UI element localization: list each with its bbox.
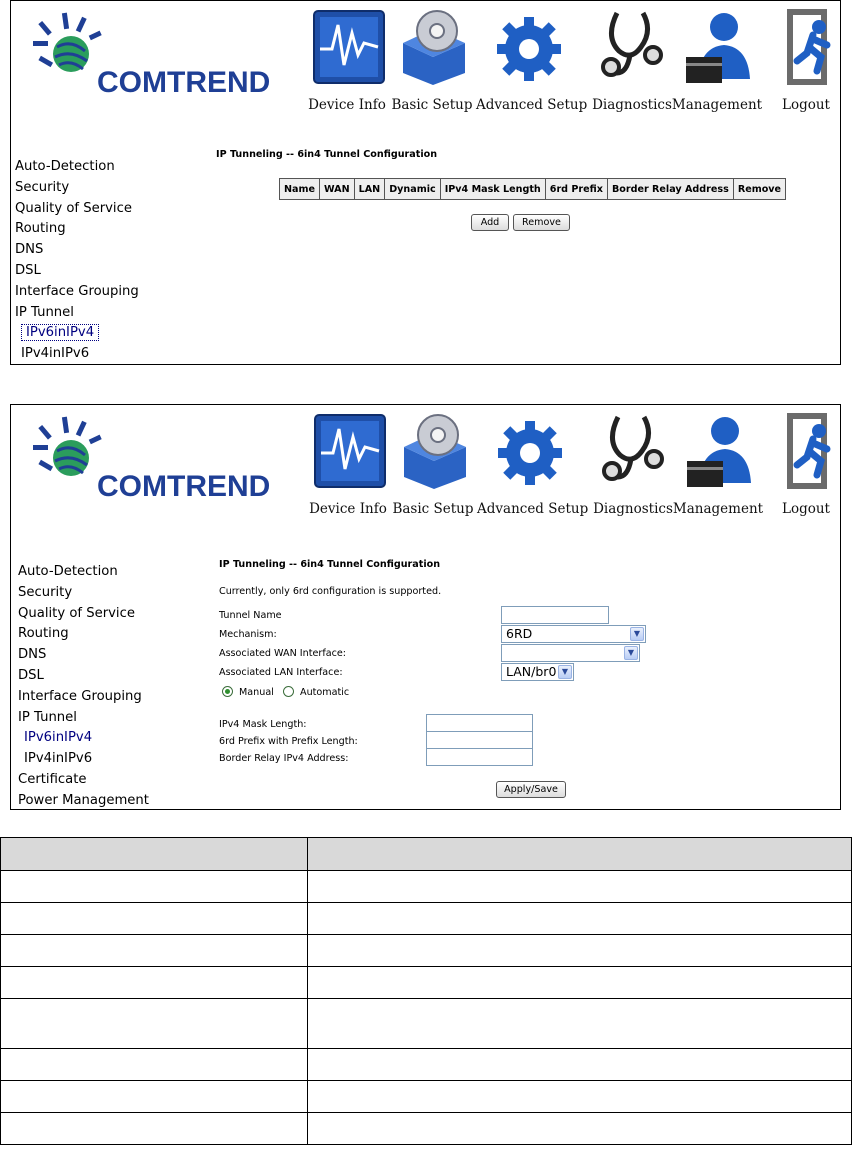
sidebar-menu	[11, 157, 171, 365]
table-cell	[1, 999, 308, 1049]
column-header: Name	[280, 179, 320, 200]
table-cell	[1, 903, 308, 935]
table-cell	[308, 935, 852, 967]
nav-logout[interactable]: Logout	[763, 411, 841, 531]
screenshot-tunnel-config	[10, 404, 841, 810]
table-cell	[308, 1049, 852, 1081]
automatic-radio-label: Automatic	[300, 687, 350, 698]
sidebar-item-routing[interactable]: Routing	[15, 221, 66, 237]
sidebar-item-certificate[interactable]: Certificate	[18, 771, 87, 787]
wan-interface-select[interactable]	[501, 644, 640, 662]
nav-basic-setup[interactable]: Basic Setup	[389, 7, 475, 127]
sidebar-item-dsl[interactable]: DSL	[15, 262, 41, 278]
advanced-setup-icon	[492, 7, 562, 89]
sidebar-item-power-management[interactable]: Power Management	[18, 792, 149, 808]
sidebar-item-auto-detection[interactable]: Auto-Detection	[18, 564, 118, 579]
column-header: Remove	[733, 179, 785, 200]
svg-text:COMTREND: COMTREND	[97, 470, 271, 503]
nav-diagnostics[interactable]: Diagnostics	[590, 411, 676, 531]
sidebar-item-interface-grouping[interactable]: Interface Grouping	[18, 688, 142, 704]
automatic-radio[interactable]	[283, 686, 294, 697]
table-cell	[1, 967, 308, 999]
nav-advanced-setup[interactable]: Advanced Setup	[484, 7, 570, 127]
column-header: LAN	[354, 179, 385, 200]
management-icon	[683, 411, 753, 493]
table-cell	[1, 1113, 308, 1145]
table-header-row	[1, 838, 852, 871]
main-panel	[171, 141, 841, 365]
manual-radio-label: Manual	[239, 687, 274, 698]
sidebar-item-ipv6inipv4[interactable]: IPv6inIPv4	[24, 730, 93, 746]
sidebar-item-ipv6inipv4[interactable]	[11, 323, 171, 344]
apply-save-button[interactable]: Apply/Save	[496, 781, 566, 798]
table-row	[1, 1113, 852, 1145]
sidebar-item-ip-tunnel[interactable]: IP Tunnel	[15, 304, 74, 320]
sidebar-item-dns[interactable]: DNS	[18, 647, 47, 663]
table-cell	[308, 967, 852, 999]
wan-interface-label: Associated WAN Interface:	[219, 648, 346, 659]
diagnostics-icon	[597, 7, 667, 89]
nav-management[interactable]: Management	[674, 7, 760, 127]
border-relay-label: Border Relay IPv4 Address:	[219, 753, 349, 764]
sidebar-item-interface-grouping[interactable]: Interface Grouping	[15, 283, 139, 299]
manual-radio[interactable]	[222, 686, 233, 697]
sidebar-item-label: IPv6inIPv4	[21, 324, 99, 341]
table-cell	[308, 1081, 852, 1113]
table-row	[1, 935, 852, 967]
description-table	[0, 837, 852, 1145]
tunnel-name-label: Tunnel Name	[219, 610, 282, 621]
comtrend-logo	[21, 9, 291, 104]
sidebar-item-security[interactable]: Security	[15, 179, 70, 195]
lan-interface-value: LAN/br0	[506, 664, 557, 679]
table-cell	[1, 871, 308, 903]
sidebar-item-quality-of-service[interactable]: Quality of Service	[18, 605, 135, 621]
nav-basic-setup[interactable]: Basic Setup	[390, 411, 476, 531]
table-cell	[308, 903, 852, 935]
page-title: IP Tunneling -- 6in4 Tunnel Configuration	[216, 149, 438, 160]
tunnel-name-input[interactable]	[501, 606, 609, 624]
sidebar-menu	[14, 562, 174, 810]
sidebar-item-security[interactable]: Security	[18, 584, 73, 600]
mechanism-value: 6RD	[506, 626, 533, 641]
svg-text:COMTREND: COMTREND	[97, 66, 271, 99]
ipv4-mask-length-input[interactable]	[426, 714, 533, 732]
mechanism-select[interactable]	[501, 625, 646, 643]
column-header: Border Relay Address	[607, 179, 733, 200]
column-header: 6rd Prefix	[545, 179, 607, 200]
chevron-down-icon: ▼	[624, 646, 638, 660]
column-header: Dynamic	[385, 179, 441, 200]
table-row	[1, 967, 852, 999]
sidebar-item-ipv4inipv6[interactable]: IPv4inIPv6	[21, 346, 90, 362]
border-relay-input[interactable]	[426, 748, 533, 766]
sidebar-item-ip-tunnel[interactable]: IP Tunnel	[18, 709, 77, 725]
header	[11, 405, 840, 545]
table-cell	[308, 871, 852, 903]
sidebar-item-quality-of-service[interactable]: Quality of Service	[15, 200, 132, 216]
6rd-prefix-label: 6rd Prefix with Prefix Length:	[219, 736, 358, 747]
column-header: IPv4 Mask Length	[440, 179, 545, 200]
sidebar-item-dsl[interactable]: DSL	[18, 667, 44, 683]
advanced-setup-icon	[493, 411, 563, 493]
table-row	[1, 871, 852, 903]
table-cell	[308, 1113, 852, 1145]
nav-management[interactable]: Management	[675, 411, 761, 531]
support-note: Currently, only 6rd configuration is supported.	[219, 586, 442, 597]
device-info-icon	[313, 411, 383, 493]
column-header	[1, 838, 308, 871]
logout-icon	[771, 411, 841, 493]
table-cell	[1, 1049, 308, 1081]
header	[11, 1, 840, 141]
lan-interface-label: Associated LAN Interface:	[219, 667, 343, 678]
table-row	[1, 1081, 852, 1113]
page-title: IP Tunneling -- 6in4 Tunnel Configuration	[219, 559, 441, 570]
tunnel-table	[279, 178, 786, 200]
table-cell	[1, 1081, 308, 1113]
mechanism-label: Mechanism:	[219, 629, 277, 640]
sidebar-item-ipv4inipv6[interactable]: IPv4inIPv6	[24, 751, 93, 767]
device-info-icon	[312, 7, 382, 89]
remove-button[interactable]: Remove	[513, 214, 570, 231]
chevron-down-icon: ▼	[630, 627, 644, 641]
add-button[interactable]: Add	[471, 214, 509, 231]
management-icon	[682, 7, 752, 89]
table-cell	[1, 935, 308, 967]
table-row	[1, 1049, 852, 1081]
sidebar-item-dns[interactable]: DNS	[15, 242, 44, 258]
ipv4-mask-length-label: IPv4 Mask Length:	[219, 719, 307, 730]
chevron-down-icon: ▼	[558, 665, 572, 679]
6rd-prefix-input[interactable]	[426, 731, 533, 749]
lan-interface-select[interactable]	[501, 663, 574, 681]
table-cell	[308, 999, 852, 1049]
nav-logout[interactable]: Logout	[763, 7, 841, 127]
comtrend-logo	[21, 413, 291, 508]
main-panel	[173, 550, 841, 810]
logout-icon	[771, 7, 841, 89]
table-row	[1, 903, 852, 935]
table-row	[1, 999, 852, 1049]
nav-device-info[interactable]: Device Info	[305, 411, 391, 531]
column-header	[308, 838, 852, 871]
column-header: WAN	[320, 179, 355, 200]
nav-advanced-setup[interactable]: Advanced Setup	[485, 411, 571, 531]
nav-diagnostics[interactable]: Diagnostics	[589, 7, 675, 127]
diagnostics-icon	[598, 411, 668, 493]
sidebar-item-routing[interactable]: Routing	[18, 626, 69, 642]
basic-setup-icon	[398, 411, 468, 493]
basic-setup-icon	[397, 7, 467, 89]
screenshot-tunnel-list	[10, 0, 841, 365]
sidebar-item-auto-detection[interactable]: Auto-Detection	[15, 159, 115, 174]
nav-device-info[interactable]: Device Info	[304, 7, 390, 127]
